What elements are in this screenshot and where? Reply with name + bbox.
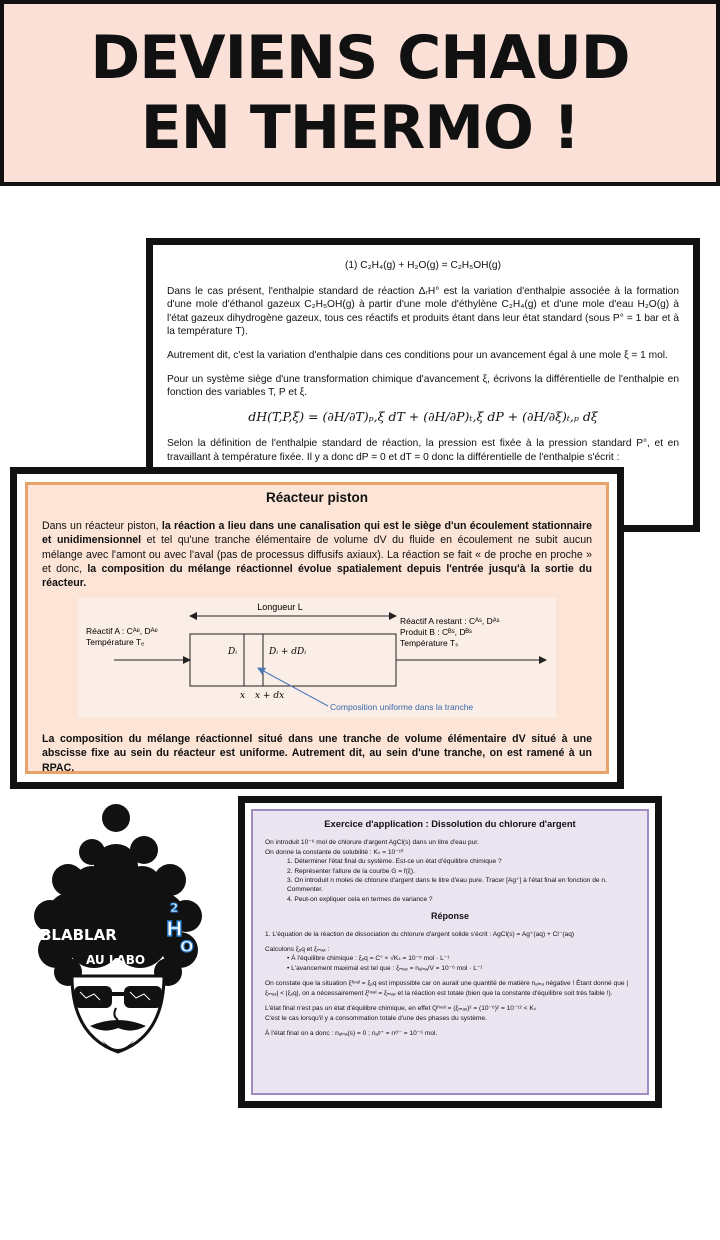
- exercise-question-2: 2. Représenter l'allure de la courbe G = f(ξ).: [287, 867, 415, 875]
- reaction-equation: (1) C₂H₄(g) + H₂O(g) = C₂H₅OH(g): [345, 260, 501, 271]
- enthalpy-paragraph-2: Autrement dit, c'est la variation d'enthalpie dans ces conditions pour un avancement égal à une mole ξ = 1 mol.: [167, 349, 668, 361]
- enthalpy-differential: dH(T,P,ξ) = (∂H/∂T)ₚ,ξ dT + (∂H/∂P)ₜ,ξ dP + (∂H/∂ξ)ₜ,ₚ dξ: [248, 408, 598, 424]
- outlet-label-3: Température Tₛ: [400, 638, 459, 649]
- piston-reactor-card: [10, 467, 624, 789]
- inlet-label-1: Réactif A : Cᴬᵉ, Dᴬᵉ: [86, 626, 158, 637]
- flow-label-di-ddi: Dᵢ + dDᵢ: [269, 647, 307, 658]
- reactor-diagram-svg: [78, 598, 556, 718]
- answer-line-4: • L'avancement maximal est tel que : ξₘₐₓ = nₐₗₙₐ/V = 10⁻⁶ mol · L⁻¹: [287, 964, 483, 972]
- logo-text-blablar: BLABLAR: [40, 926, 117, 944]
- logo-art: [32, 800, 204, 1060]
- exercise-question-3: 3. On introduit n moles de chlorure d'argent dans le litre d'eau pure. Tracer [Ag⁺] à l'état final en fonction de n. Commenter.: [287, 877, 607, 894]
- answer-line-8: À l'état final on a donc : nₐₗₙₐ(s) = 0 ; nₐᵍ⁺ = nᶜˡ⁻ = 10⁻⁶ mol.: [265, 1029, 438, 1037]
- answer-line-2: Calculons ξₑq et ξₘₐₓ :: [265, 946, 330, 954]
- exercise-line-1: On introduit 10⁻⁶ mol de chlorure d'argent AgCl(s) dans un litre d'eau pur.: [265, 839, 479, 847]
- text-bold-1: la réaction a lieu dans une canalisation qui est le siège d'un écoulement stationnaire et unidimensionnel: [42, 520, 592, 547]
- title-line-2: EN THERMO !: [140, 93, 580, 163]
- answer-heading: Réponse: [430, 911, 469, 922]
- flow-label-di: Dᵢ: [228, 647, 238, 658]
- inlet-label-2: Température Tₑ: [86, 637, 145, 648]
- answer-line-3: • À l'équilibre chimique : ξₑq = C° × √Kₛ = 10⁻⁵ mol · L⁻¹: [287, 955, 450, 963]
- exercise-line-2: On donne la constante de solubilité : Kₛ = 10⁻¹⁰: [265, 848, 404, 856]
- exercise-title: Exercice d'application : Dissolution du chlorure d'argent: [324, 818, 576, 829]
- answer-line-5: On constate que la situation ξᶠᶦⁿᵃˡ = ξₑq est impossible car on aurait une quantité de matière nₐₗₙₐ négative ! Étant donné que |ξₘₐₓ| < |ξₑq|, on a nécessairement ξᶠᶦⁿᵃˡ = ξₘₐₓ et la réaction est totale (bien que la constante d'équilibre soit très faible !).: [265, 980, 629, 997]
- exercise-question-1: 1. Déterminer l'état final du système. Est-ce un état d'équilibre chimique ?: [287, 858, 502, 866]
- text-bold-2: la composition du mélange réactionnel évolue spatialement depuis l'entrée jusqu'à la sortie du réacteur.: [42, 562, 593, 590]
- composition-label: Composition uniforme dans la tranche: [330, 702, 474, 713]
- blablarh2o-logo: [32, 800, 204, 1060]
- logo-text-o: O: [180, 937, 194, 956]
- length-label: Longueur L: [257, 602, 303, 613]
- title-banner: [0, 0, 720, 186]
- logo-text-2: 2: [170, 901, 179, 915]
- logo-text-au-labo: AU LABO: [86, 953, 146, 967]
- answer-line-7: C'est le cas lorsqu'il y a consommation totale d'une des phases du système.: [265, 1014, 487, 1022]
- outlet-label-1: Réactif A restant : Cᴬˢ, Dᴬˢ: [400, 616, 500, 627]
- reactor-tube: [190, 634, 396, 686]
- piston-reactor-text: [42, 519, 592, 590]
- piston-reactor-conclusion: La composition du mélange réactionnel situé dans une tranche de volume élémentaire dV situé à une abscisse fixe au sein du réacteur est uniforme. Autrement dit, au sein d'une tranche, on est ramené à un RPAC.: [42, 733, 592, 774]
- outlet-label-2: Produit B : Cᴮˢ, Dᴮˢ: [400, 627, 472, 638]
- title-line-1: DEVIENS CHAUD: [90, 23, 630, 93]
- reactor-diagram: [78, 598, 556, 718]
- piston-reactor-title: Réacteur piston: [265, 490, 369, 505]
- answer-line-6: L'état final n'est pas un état d'équilibre chimique, en effet Qᶠᶦⁿᵃˡ = (ξₘₐₓ)² = (10⁻⁶)² = 10⁻¹² < Kₛ: [265, 1005, 537, 1013]
- abscissa-x-dx: x + dx: [255, 691, 285, 702]
- logo-text-h: H: [166, 917, 183, 941]
- enthalpy-paragraph-3: Pour un système siège d'une transformation chimique d'avancement ξ, écrivons la différentielle de l'enthalpie en fonction des variables T, P et ξ.: [167, 373, 679, 399]
- text-normal-1: Dans un réacteur piston,: [42, 520, 162, 533]
- text-normal-2: et tel qu'une tranche élémentaire de volume dV du fluide en écoulement ne subit aucun mélange avec l'amont ou avec l'aval (pas de processus diffusifs axiaux). La réaction se fait « de proche en proche » et donc,: [42, 534, 592, 575]
- exercise-card: [238, 796, 662, 1108]
- answer-line-1: 1. L'équation de la réaction de dissociation du chlorure d'argent solide s'écrit : AgCl(s) = Ag⁺(aq) + Cl⁻(aq): [265, 930, 575, 938]
- abscissa-x: x: [240, 691, 246, 702]
- enthalpy-paragraph-1: Dans le cas présent, l'enthalpie standard de réaction ΔᵣH° est la variation d'enthalpie associée à la formation d'une mole d'éthanol gazeux C₂H₅OH(g) à partir d'une mole d'éthylène C₂H₄(g) et d'une mole d'eau H₂O(g) à l'état gazeux dihydrogène gazeux, tous ces réactifs et produits étant dans leur état standard (sous P° = 1 bar et à la température T).: [167, 285, 679, 338]
- enthalpy-paragraph-4: Selon la définition de l'enthalpie standard de réaction, la pression est fixée à la pression standard P°, et en travaillant à température fixée. Il y a donc dP = 0 et dT = 0 donc la différentielle de l'enthalpie s'écrit :: [167, 438, 679, 463]
- exercise-question-4: 4. Peut-on expliquer cela en termes de variance ?: [287, 895, 433, 903]
